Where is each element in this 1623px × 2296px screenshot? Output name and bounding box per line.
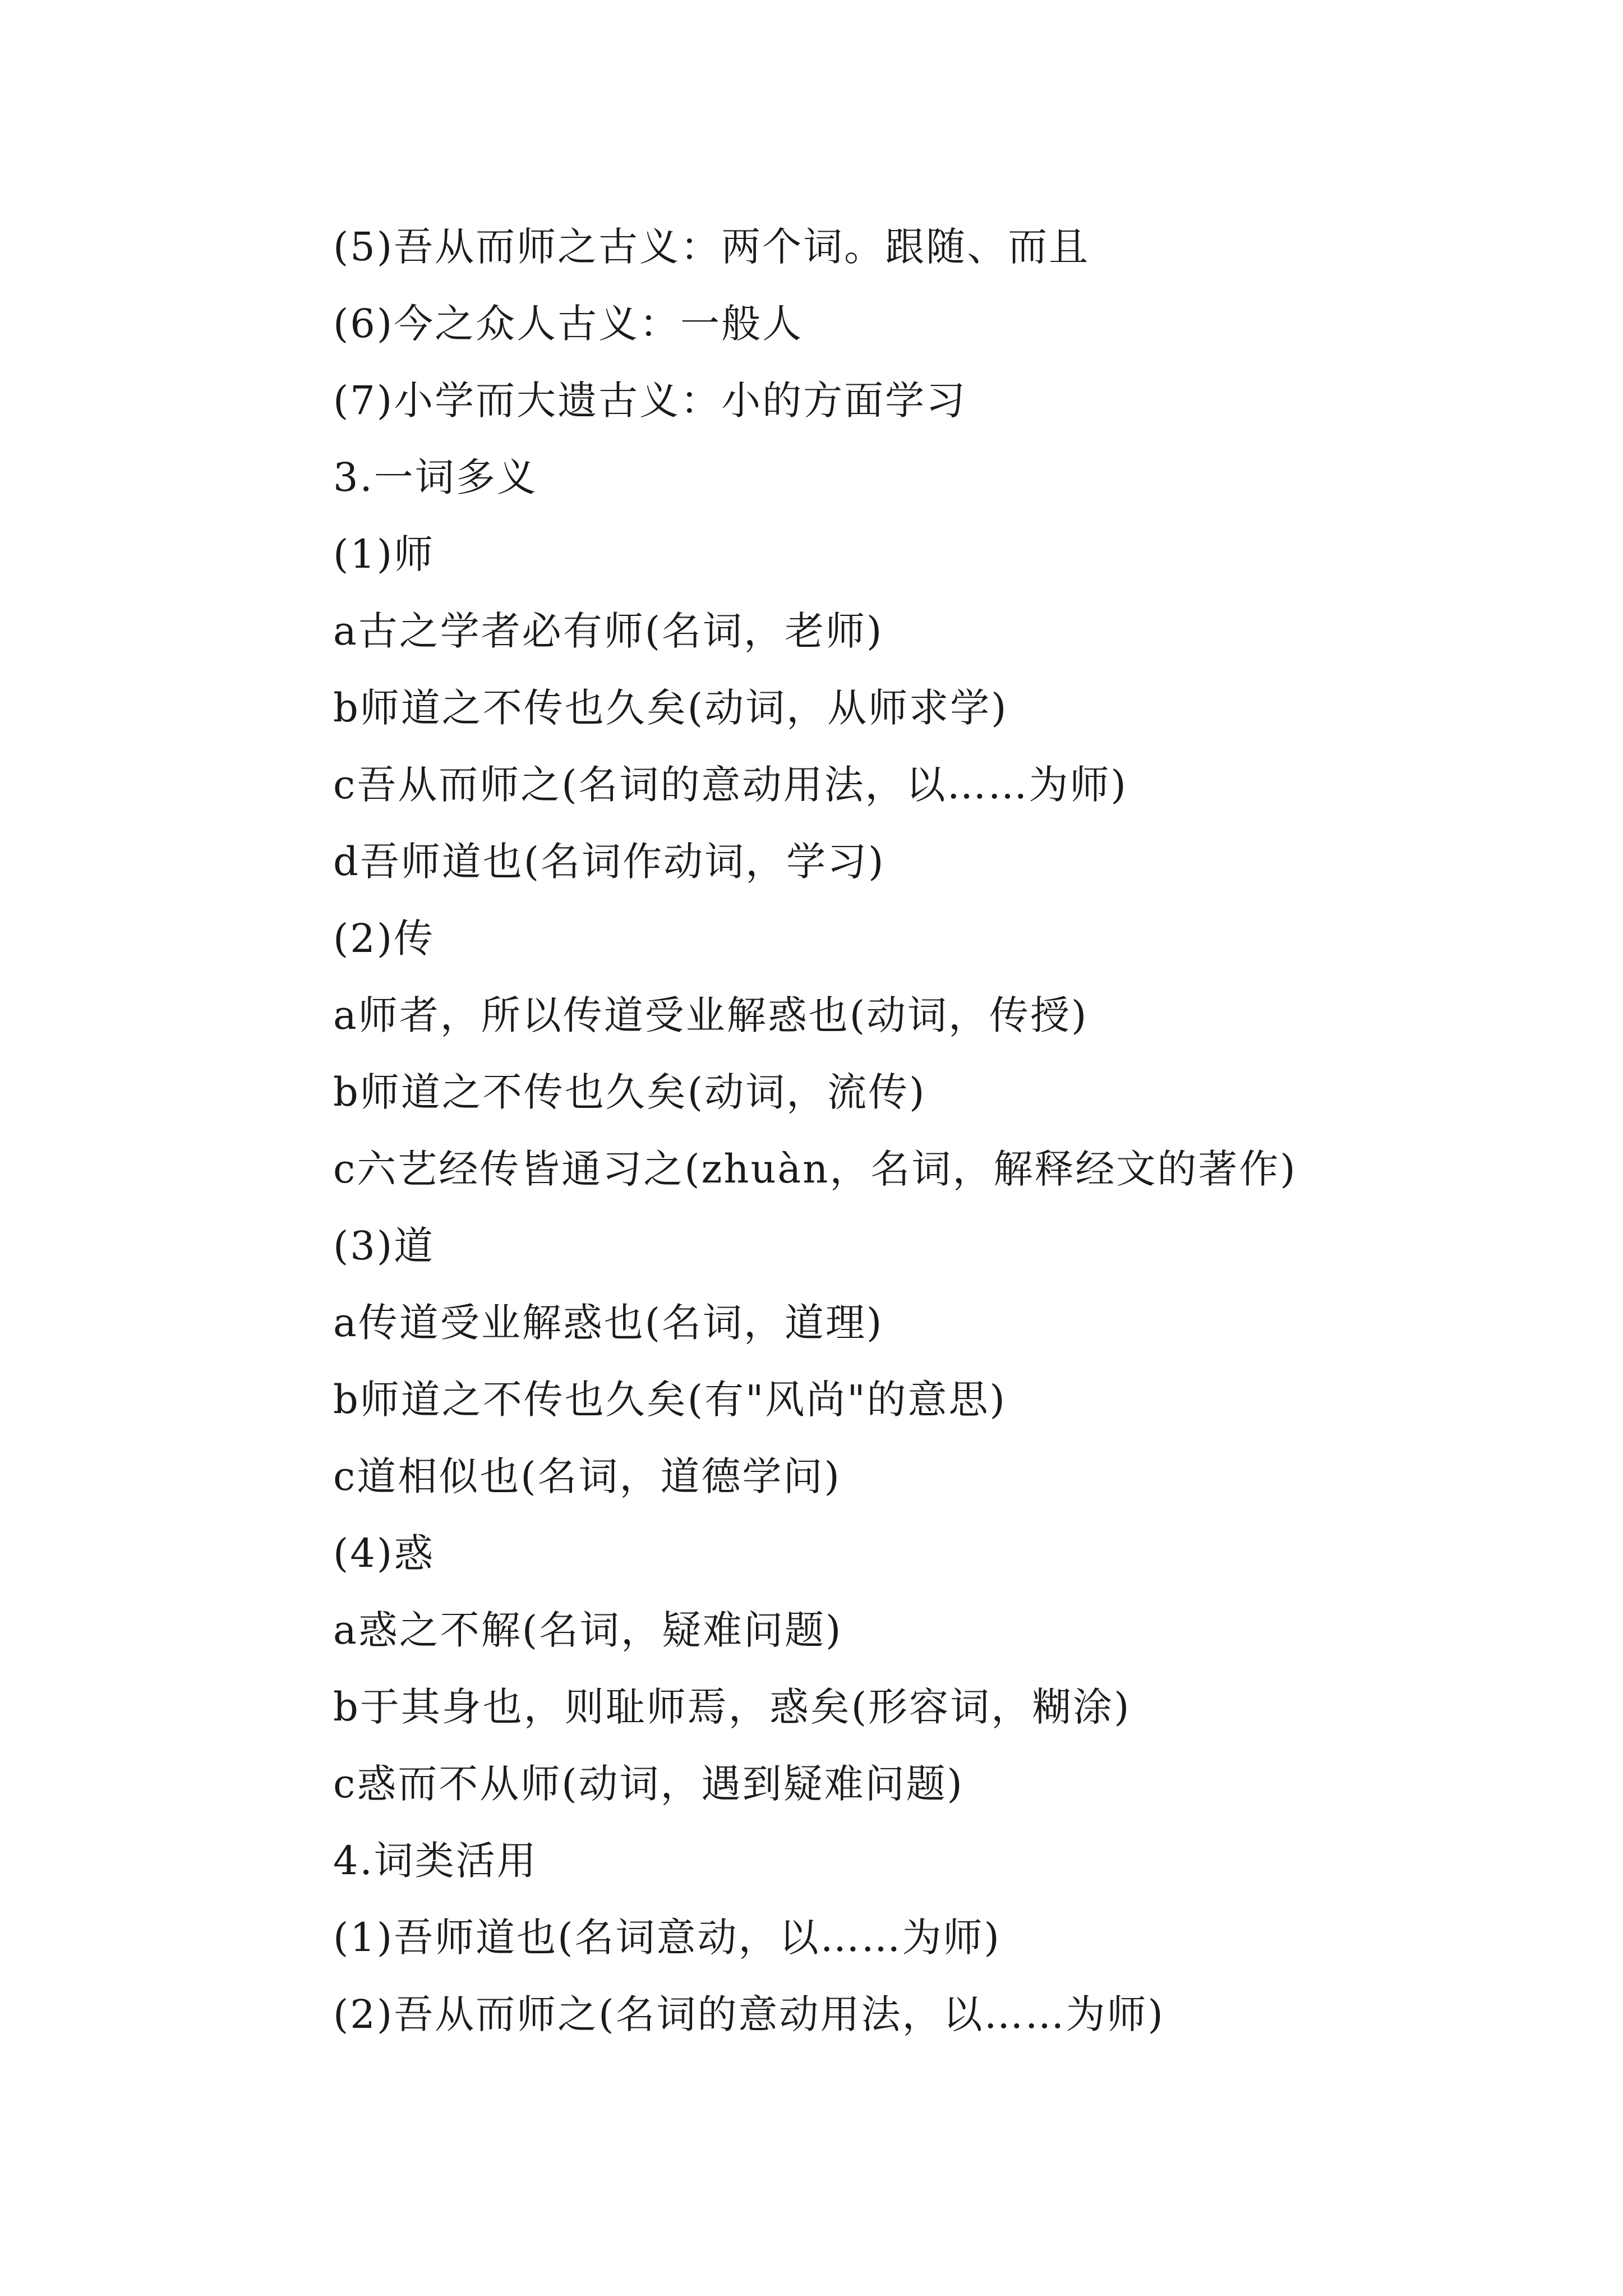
- text-line: d吾师道也(名词作动词，学习): [333, 839, 886, 885]
- section-heading: 3.一词多义: [333, 454, 538, 500]
- text-line: b师道之不传也久矣(动词，从师求学): [333, 685, 1008, 731]
- text-line: (5)吾从而师之古义：两个词。跟随、而且: [333, 224, 1090, 270]
- text-line: a传道受业解惑也(名词，道理): [333, 1300, 884, 1346]
- text-line: c六艺经传皆通习之(zhuàn，名词，解释经文的著作): [333, 1146, 1297, 1192]
- subsection-heading: (1)师: [333, 531, 435, 577]
- document-body: [333, 209, 1511, 2053]
- section-heading: 4.词类活用: [333, 1838, 538, 1884]
- text-line: (2)吾从而师之(名词的意动用法，以……为师): [333, 1991, 1165, 2037]
- text-line: c吾从而师之(名词的意动用法，以……为师): [333, 762, 1128, 808]
- text-line: (7)小学而大遗古义：小的方面学习: [333, 378, 967, 424]
- text-line: (6)今之众人古义：一般人: [333, 301, 804, 347]
- text-line: (1)吾师道也(名词意动，以……为师): [333, 1915, 1001, 1961]
- text-line: a惑之不解(名词，疑难问题): [333, 1607, 843, 1653]
- text-line: b于其身也，则耻师焉，惑矣(形容词，糊涂): [333, 1684, 1131, 1730]
- text-line: c道相似也(名词，道德学问): [333, 1453, 841, 1499]
- text-line: a古之学者必有师(名词，老师): [333, 608, 884, 654]
- subsection-heading: (4)惑: [333, 1530, 435, 1576]
- subsection-heading: (2)传: [333, 915, 435, 961]
- text-line: c惑而不从师(动词，遇到疑难问题): [333, 1761, 964, 1807]
- subsection-heading: (3)道: [333, 1223, 435, 1269]
- text-line: a师者，所以传道受业解惑也(动词，传授): [333, 992, 1089, 1038]
- text-line: b师道之不传也久矣(动词，流传): [333, 1069, 926, 1115]
- text-line: b师道之不传也久矣(有"风尚"的意思): [333, 1377, 1007, 1423]
